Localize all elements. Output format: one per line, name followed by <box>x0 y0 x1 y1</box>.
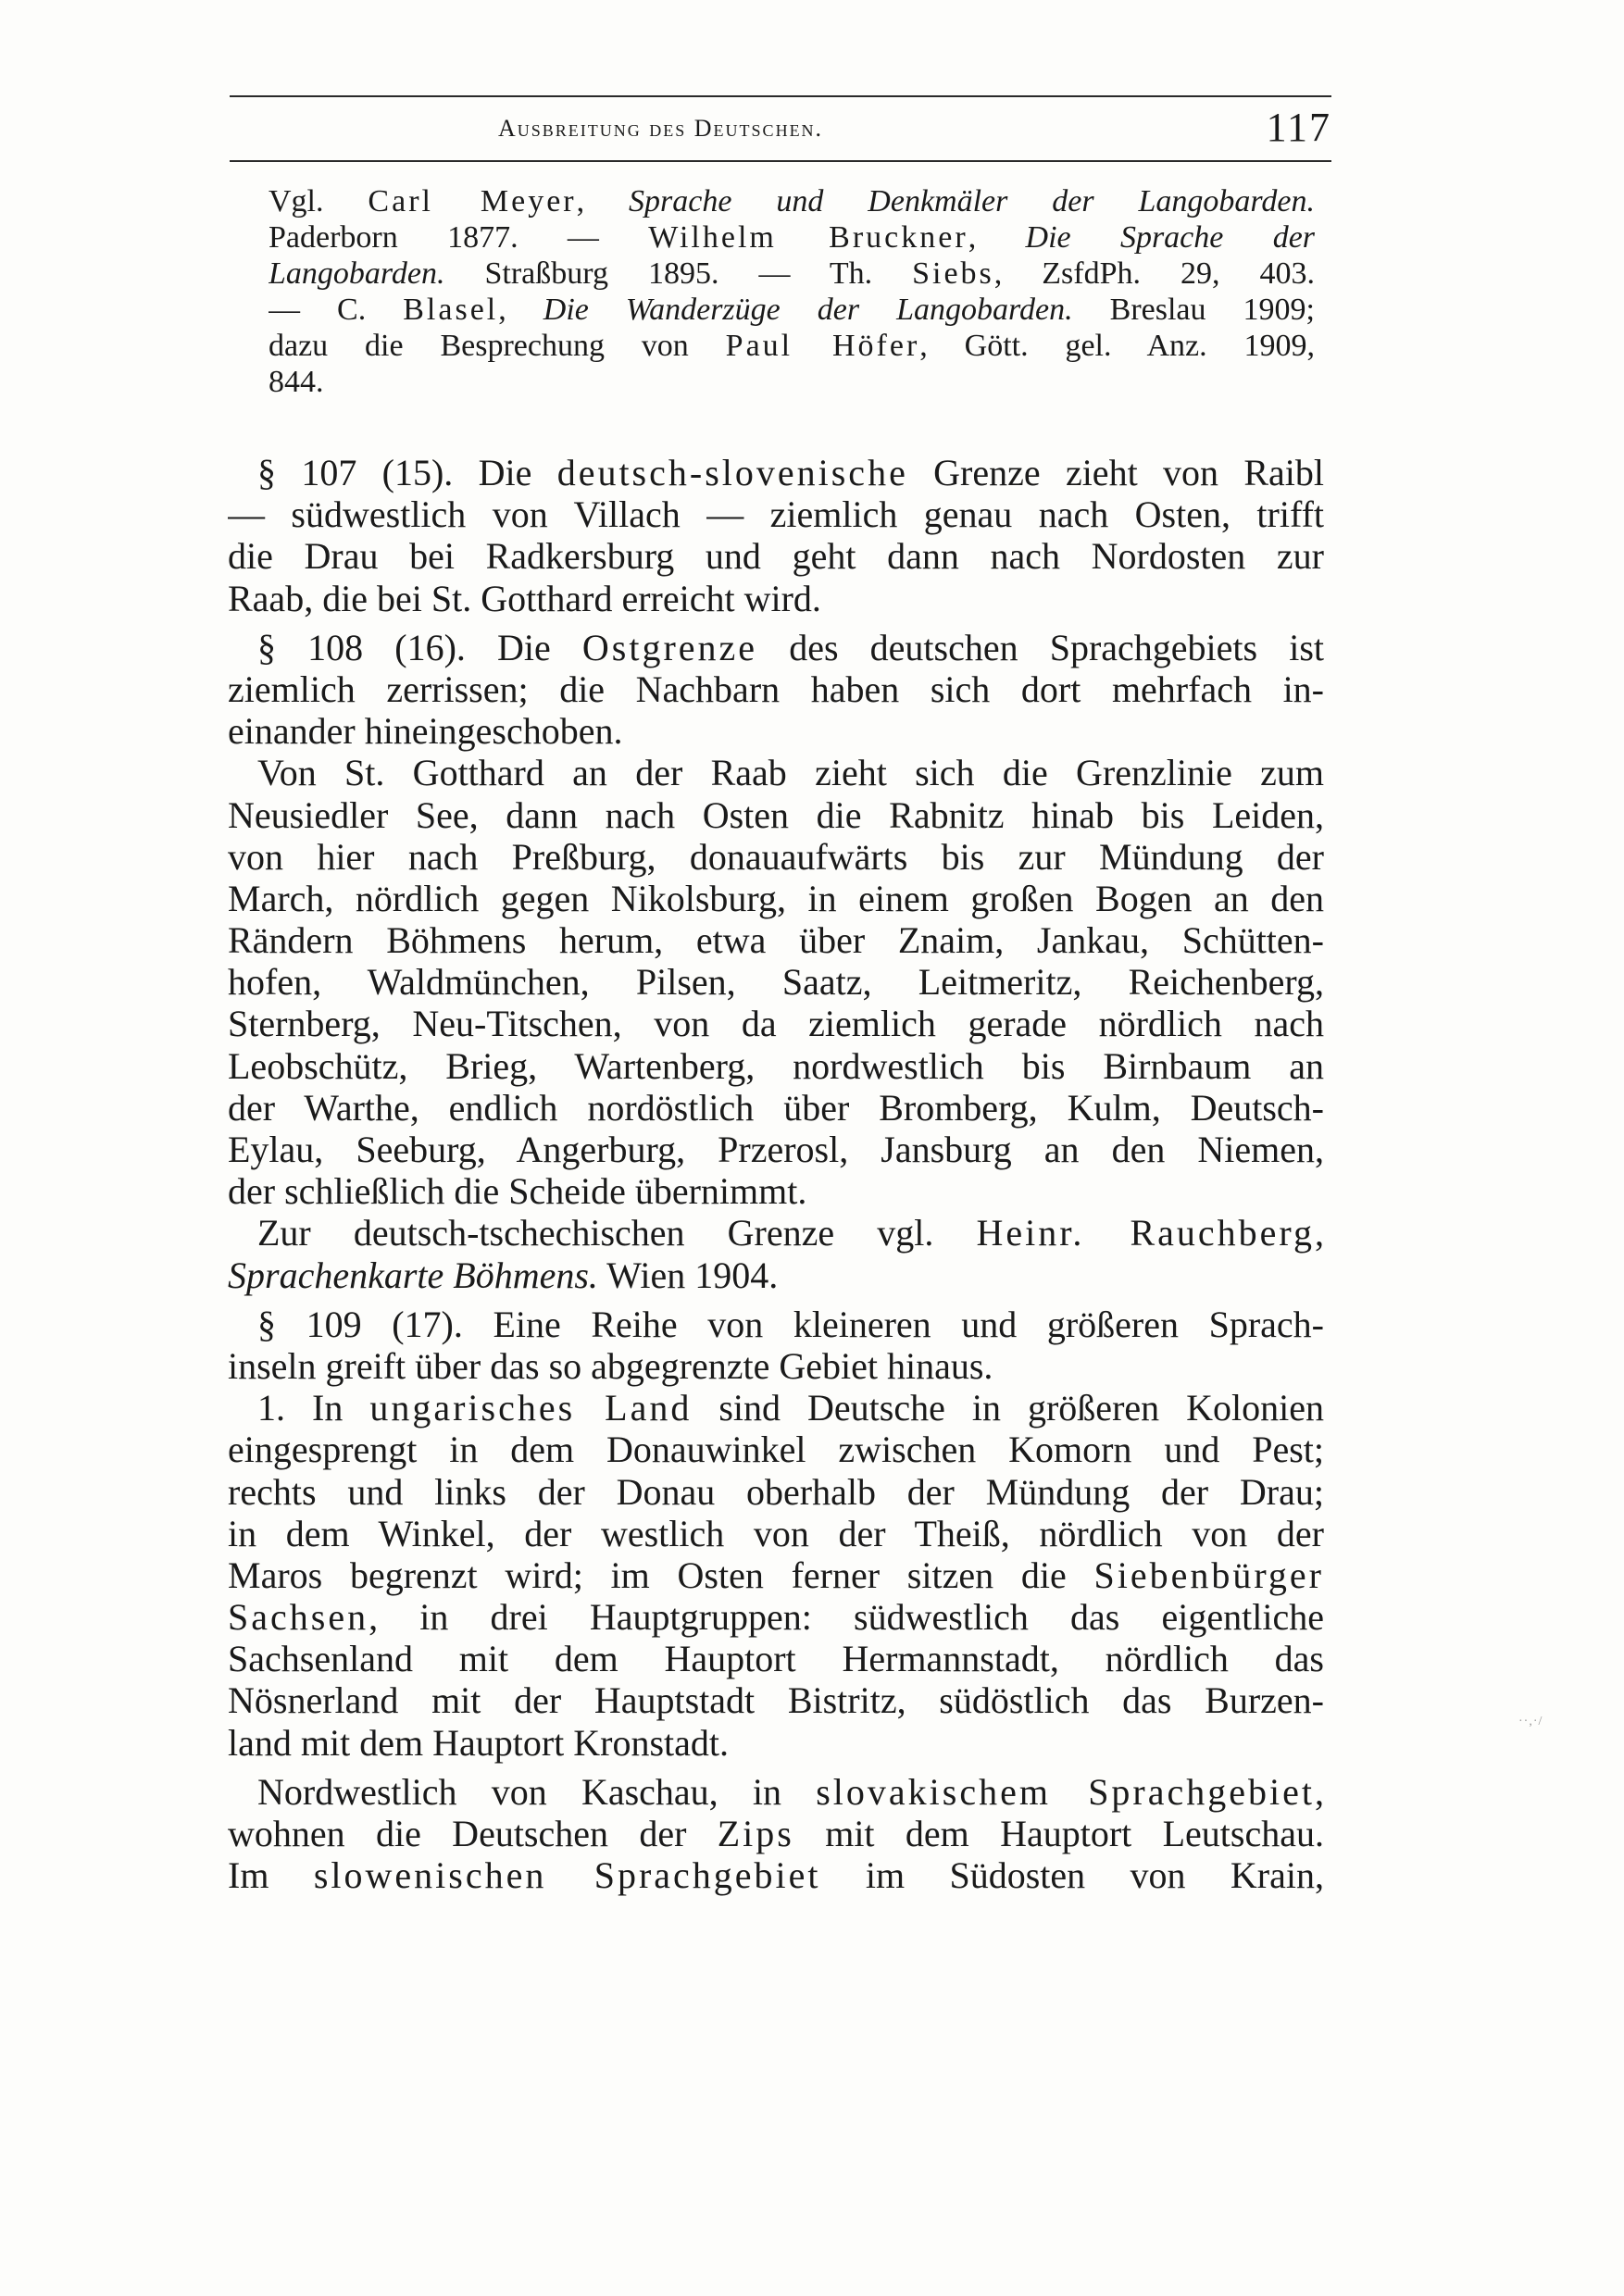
paragraph-czech-reference <box>228 1212 1324 1295</box>
text-line: land mit dem Hauptort Kronstadt. <box>228 1721 730 1764</box>
text-line: eingesprengt in dem Donauwinkel zwischen Komorn und Pest; <box>228 1429 1324 1471</box>
text-line: wohnen die Deutschen der Zips mit dem Hauptort Leutschau. <box>228 1813 1324 1854</box>
text-line: Leobschütz, Brieg, Wartenberg, nordwestlich bis Birnbaum an <box>228 1044 1324 1087</box>
text-line: March, nördlich gegen Nikolsburg, in einem großen Bogen an den <box>228 877 1324 919</box>
text-line: der Warthe, endlich nordöstlich über Bromberg, Kulm, Deutsch- <box>228 1086 1324 1129</box>
text-line: Rändern Böhmens herum, etwa über Znaim, Jankau, Schütten- <box>228 919 1324 962</box>
header-rule-bottom <box>230 160 1331 162</box>
text-line: der schließlich die Scheide übernimmt. <box>228 1170 807 1213</box>
text-line: einander hineingeschoben. <box>228 710 623 753</box>
text-line: Eylau, Seeburg, Angerburg, Przerosl, Jansburg an den Niemen, <box>228 1129 1324 1170</box>
text-line: Nösnerland mit der Hauptstadt Bistritz, südöstlich das Burzen- <box>228 1679 1324 1722</box>
main-text <box>228 452 1324 1896</box>
text-line: Nordwestlich von Kaschau, in slovakischem Sprachgebiet, <box>257 1770 1324 1813</box>
text-line: Sachsenland mit dem Hauptort Hermannstadt, nördlich das <box>228 1638 1324 1680</box>
page-number: 117 <box>1266 105 1331 150</box>
text-line: inseln greift über das so abgegrenzte Gebiet hinaus. <box>228 1344 993 1387</box>
paragraph-zips <box>228 1771 1324 1897</box>
text-line: Neusiedler See, dann nach Osten die Rabnitz hinab bis Leiden, <box>228 793 1324 836</box>
text-line: § 108 (16). Die Ostgrenze des deutschen Sprachgebiets ist <box>257 626 1324 668</box>
text-line: Im slowenischen Sprachgebiet im Südosten von Krain, <box>228 1854 1324 1897</box>
text-line: Von St. Gotthard an der Raab zieht sich die Grenzlinie zum <box>257 752 1324 794</box>
text-line: ziemlich zerrissen; die Nachbarn haben sich dort mehrfach in- <box>228 668 1324 710</box>
header-rule-top <box>230 95 1331 97</box>
text-line: Sprachenkarte Böhmens. Wien 1904. <box>228 1254 779 1296</box>
note-line: dazu die Besprechung von Paul Höfer, Gött. gel. Anz. 1909, <box>269 329 1315 363</box>
text-line: 1. In ungarisches Land sind Deutsche in größeren Kolonien <box>257 1387 1324 1429</box>
note-line: 844. <box>269 365 324 399</box>
paragraph-border-course <box>228 752 1324 1212</box>
text-line: von hier nach Preßburg, donauaufwärts bis zur Mündung der <box>228 835 1324 878</box>
note-line: — C. Blasel, Die Wanderzüge der Langobarden. Breslau 1909; <box>269 293 1315 327</box>
text-line: hofen, Waldmünchen, Pilsen, Saatz, Leitmeritz, Reichenberg, <box>228 961 1324 1004</box>
bibliography-note <box>269 183 1315 400</box>
note-line: Vgl. Carl Meyer, Sprache und Denkmäler der Langobarden. <box>269 184 1315 218</box>
paragraph-hungary <box>228 1387 1324 1764</box>
margin-mark: ··,·/ <box>1518 1715 1543 1728</box>
note-line: Langobarden. Straßburg 1895. — Th. Siebs, ZsfdPh. 29, 403. <box>269 256 1315 291</box>
paragraph-109 <box>228 1304 1324 1387</box>
paragraph-108 <box>228 627 1324 753</box>
text-line: die Drau bei Radkersburg und geht dann nach Nordosten zur <box>228 535 1324 578</box>
text-line: § 107 (15). Die deutsch-slovenische Grenze zieht von Raibl <box>257 452 1324 493</box>
text-line: rechts und links der Donau oberhalb der Mündung der Drau; <box>228 1470 1324 1513</box>
text-line: Raab, die bei St. Gotthard erreicht wird. <box>228 577 821 619</box>
text-line: — südwestlich von Villach — ziemlich genau nach Osten, trifft <box>228 493 1324 536</box>
note-line: Paderborn 1877. — Wilhelm Bruckner, Die Sprache der <box>269 220 1315 255</box>
paragraph-107 <box>228 452 1324 619</box>
text-line: § 109 (17). Eine Reihe von kleineren und größeren Sprach- <box>257 1303 1324 1345</box>
text-line: Sachsen, in drei Hauptgruppen: südwestlich das eigentliche <box>228 1596 1324 1639</box>
running-title: Ausbreitung des Deutschen. <box>498 115 824 142</box>
text-line: Maros begrenzt wird; im Osten ferner sitzen die Siebenbürger <box>228 1554 1324 1596</box>
text-line: Sternberg, Neu-Titschen, von da ziemlich gerade nördlich nach <box>228 1003 1324 1045</box>
running-head <box>230 104 1331 156</box>
text-line: in dem Winkel, der westlich von der Theiß, nördlich von der <box>228 1512 1324 1554</box>
text-line: Zur deutsch-tschechischen Grenze vgl. Heinr. Rauchberg, <box>257 1212 1324 1254</box>
